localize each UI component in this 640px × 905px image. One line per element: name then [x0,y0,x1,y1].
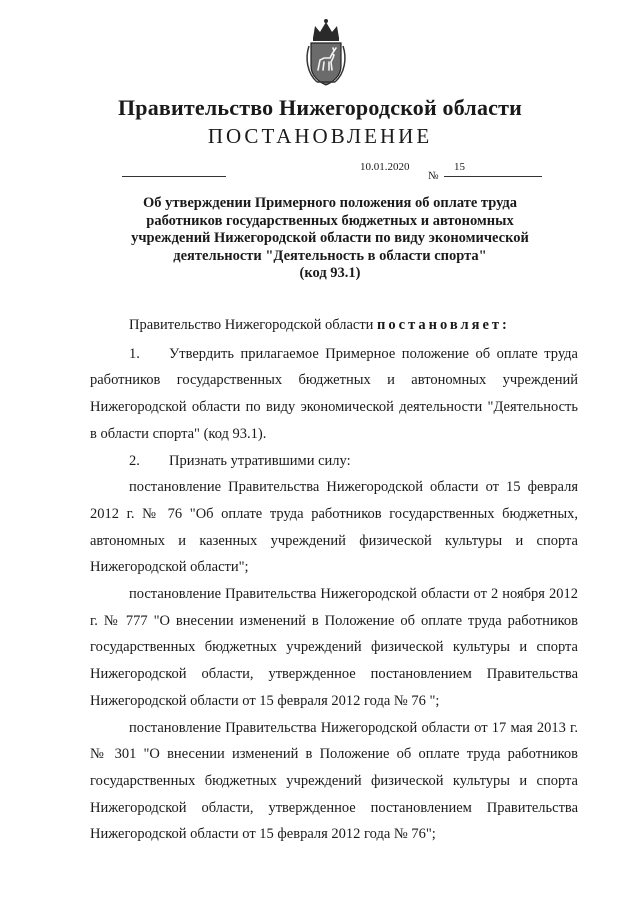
title-line: учреждений Нижегородской области по виду экономической [131,230,529,246]
title-line: (код 93.1) [299,265,361,281]
document-type: ПОСТАНОВЛЕНИЕ [207,124,433,148]
decree-body [90,312,578,848]
item-1-text: Утвердить прилагаемое Примерное положение об оплате труда работников государственных бюджетных и автономных учреждений Нижегородской области по виду экономической деятельности "Деятельность в области спорта" (код 93.1). [90,345,578,442]
intro-paragraph [90,312,578,339]
intro-text: Правительство Нижегородской области [129,317,374,333]
decree-title [110,195,550,283]
item-2 [90,448,578,475]
repealed-decree-3: постановление Правительства Нижегородской области от 17 мая 2013 г. № 301 "О внесении изменений в Положение об оплате труда работников государственных бюджетных учреждений физической культуры и спорта Нижегородской области, утвержденное постановлением Правительства Нижегородской области от 15 февраля 2012 года № 76"; [90,719,578,843]
intro-decree-word: постановляет: [377,317,510,333]
title-line: Об утверждении Примерного положения об оплате труда [143,195,517,211]
title-line: работников государственных бюджетных и автономных [146,212,514,229]
decree-number: 15 [454,161,465,173]
repealed-decree-1: постановление Правительства Нижегородской области от 15 февраля 2012 г. № 76 "Об оплате труда работников государственных бюджетных, автономных и казенных учреждений физической культуры и спорта Нижегородской области"; [90,479,578,576]
item-2-text: Признать утратившими силу: [169,452,351,469]
title-line: деятельности "Деятельность в области спорта" [173,247,487,264]
repealed-decree-2: постановление Правительства Нижегородской области от 2 ноября 2012 г. № 777 "О внесении изменений в Положение об оплате труда работников государственных бюджетных учреждений физической культуры и спорта Нижегородской области, утвержденное постановлением Правительства Нижегородской области от 15 февраля 2012 года № 76 "; [90,586,578,709]
number-line [444,176,542,177]
item-2-number: 2. [129,452,140,469]
number-sign: № [428,170,439,182]
decree-date: 10.01.2020 [360,161,410,173]
item-1 [90,341,578,448]
signature-line-left [122,176,226,177]
coat-of-arms-icon [303,18,349,88]
government-name: Правительство Нижегородской области [117,95,522,120]
item-1-number: 1. [129,345,140,362]
